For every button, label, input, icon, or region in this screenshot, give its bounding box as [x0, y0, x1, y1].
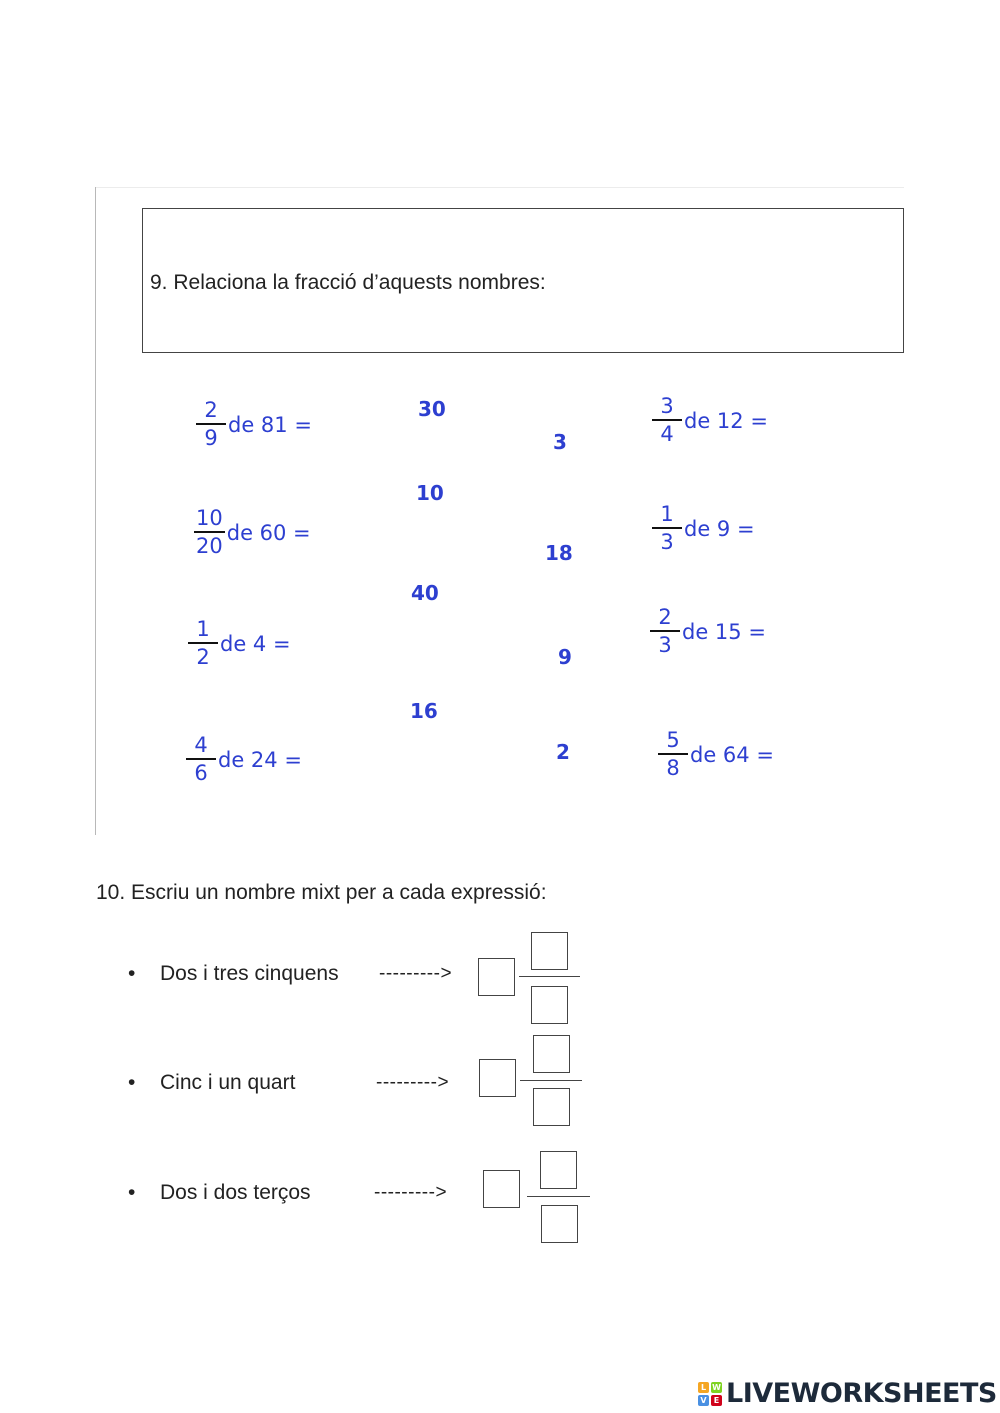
fraction-expression: [196, 398, 312, 451]
answer-option[interactable]: 3: [553, 430, 567, 454]
numerator-input[interactable]: [531, 932, 568, 970]
fraction-suffix: de 24 =: [218, 747, 302, 772]
denominator-input[interactable]: [533, 1088, 570, 1126]
bullet: •: [128, 1071, 136, 1094]
question-9-header-box: [142, 208, 904, 353]
answer-option[interactable]: 9: [558, 645, 572, 669]
fraction-suffix: de 81 =: [228, 412, 312, 437]
question-9-title: 9. Relaciona la fracció d’aquests nombres:: [150, 271, 546, 294]
fraction-expression: [652, 394, 768, 447]
fraction-suffix: de 64 =: [690, 742, 774, 767]
denominator-input[interactable]: [531, 986, 568, 1024]
arrow: --------->: [379, 963, 453, 984]
fraction-expression: [650, 605, 766, 658]
logo-mark-icon: [698, 1382, 722, 1406]
fraction-expression: [194, 506, 311, 559]
denominator: 20: [196, 534, 223, 558]
fraction-expression: [658, 728, 774, 781]
numerator: 4: [186, 733, 216, 760]
logo-letter: W: [712, 1382, 721, 1392]
expression-label: Dos i tres cinquens: [160, 962, 339, 985]
answer-option[interactable]: 16: [410, 699, 438, 723]
fraction-bar: [520, 1080, 582, 1081]
whole-number-input[interactable]: [483, 1170, 520, 1208]
fraction-expression: [186, 733, 302, 786]
numerator: 1: [188, 617, 218, 644]
numerator: 2: [650, 605, 680, 632]
answer-option[interactable]: 40: [411, 581, 439, 605]
denominator: 4: [660, 422, 674, 446]
logo-letter: V: [698, 1395, 709, 1406]
bullet: •: [128, 1181, 136, 1204]
fraction-suffix: de 4 =: [220, 631, 291, 656]
arrow: --------->: [374, 1182, 448, 1203]
expression-label: Cinc i un quart: [160, 1071, 296, 1094]
brand-name: LIVEWORKSHEETS: [726, 1378, 997, 1409]
answer-option[interactable]: 2: [556, 740, 570, 764]
expression-label: Dos i dos terços: [160, 1181, 311, 1204]
fraction-suffix: de 12 =: [684, 408, 768, 433]
numerator: 10: [194, 506, 225, 533]
fraction-expression: [652, 502, 755, 555]
answer-option[interactable]: 10: [416, 481, 444, 505]
top-margin-line: [96, 187, 904, 188]
left-margin-line: [95, 187, 96, 835]
fraction-suffix: de 60 =: [226, 520, 311, 545]
answer-option[interactable]: 30: [418, 397, 446, 421]
whole-number-input[interactable]: [479, 1059, 516, 1097]
fraction-suffix: de 15 =: [682, 619, 766, 644]
denominator-input[interactable]: [541, 1205, 578, 1243]
denominator: 3: [660, 530, 674, 554]
numerator-input[interactable]: [533, 1035, 570, 1073]
answer-option[interactable]: 18: [545, 541, 573, 565]
arrow: --------->: [376, 1072, 450, 1093]
bullet: •: [128, 962, 136, 985]
whole-number-input[interactable]: [478, 958, 515, 996]
fraction-bar: [527, 1196, 590, 1197]
numerator: 1: [652, 502, 682, 529]
numerator-input[interactable]: [540, 1151, 577, 1189]
denominator: 9: [204, 426, 218, 450]
denominator: 3: [658, 633, 672, 657]
question-10-title: 10. Escriu un nombre mixt per a cada expressió:: [96, 881, 547, 904]
fraction-suffix: de 9 =: [684, 516, 755, 541]
numerator: 3: [652, 394, 682, 421]
denominator: 2: [196, 645, 210, 669]
fraction-expression: [188, 617, 291, 670]
denominator: 6: [194, 761, 208, 785]
liveworksheets-logo: [698, 1378, 997, 1409]
denominator: 8: [666, 756, 680, 780]
logo-letter: E: [711, 1395, 722, 1406]
logo-letter: L: [698, 1382, 709, 1393]
numerator: 2: [196, 398, 226, 425]
numerator: 5: [658, 728, 688, 755]
fraction-bar: [519, 976, 580, 977]
